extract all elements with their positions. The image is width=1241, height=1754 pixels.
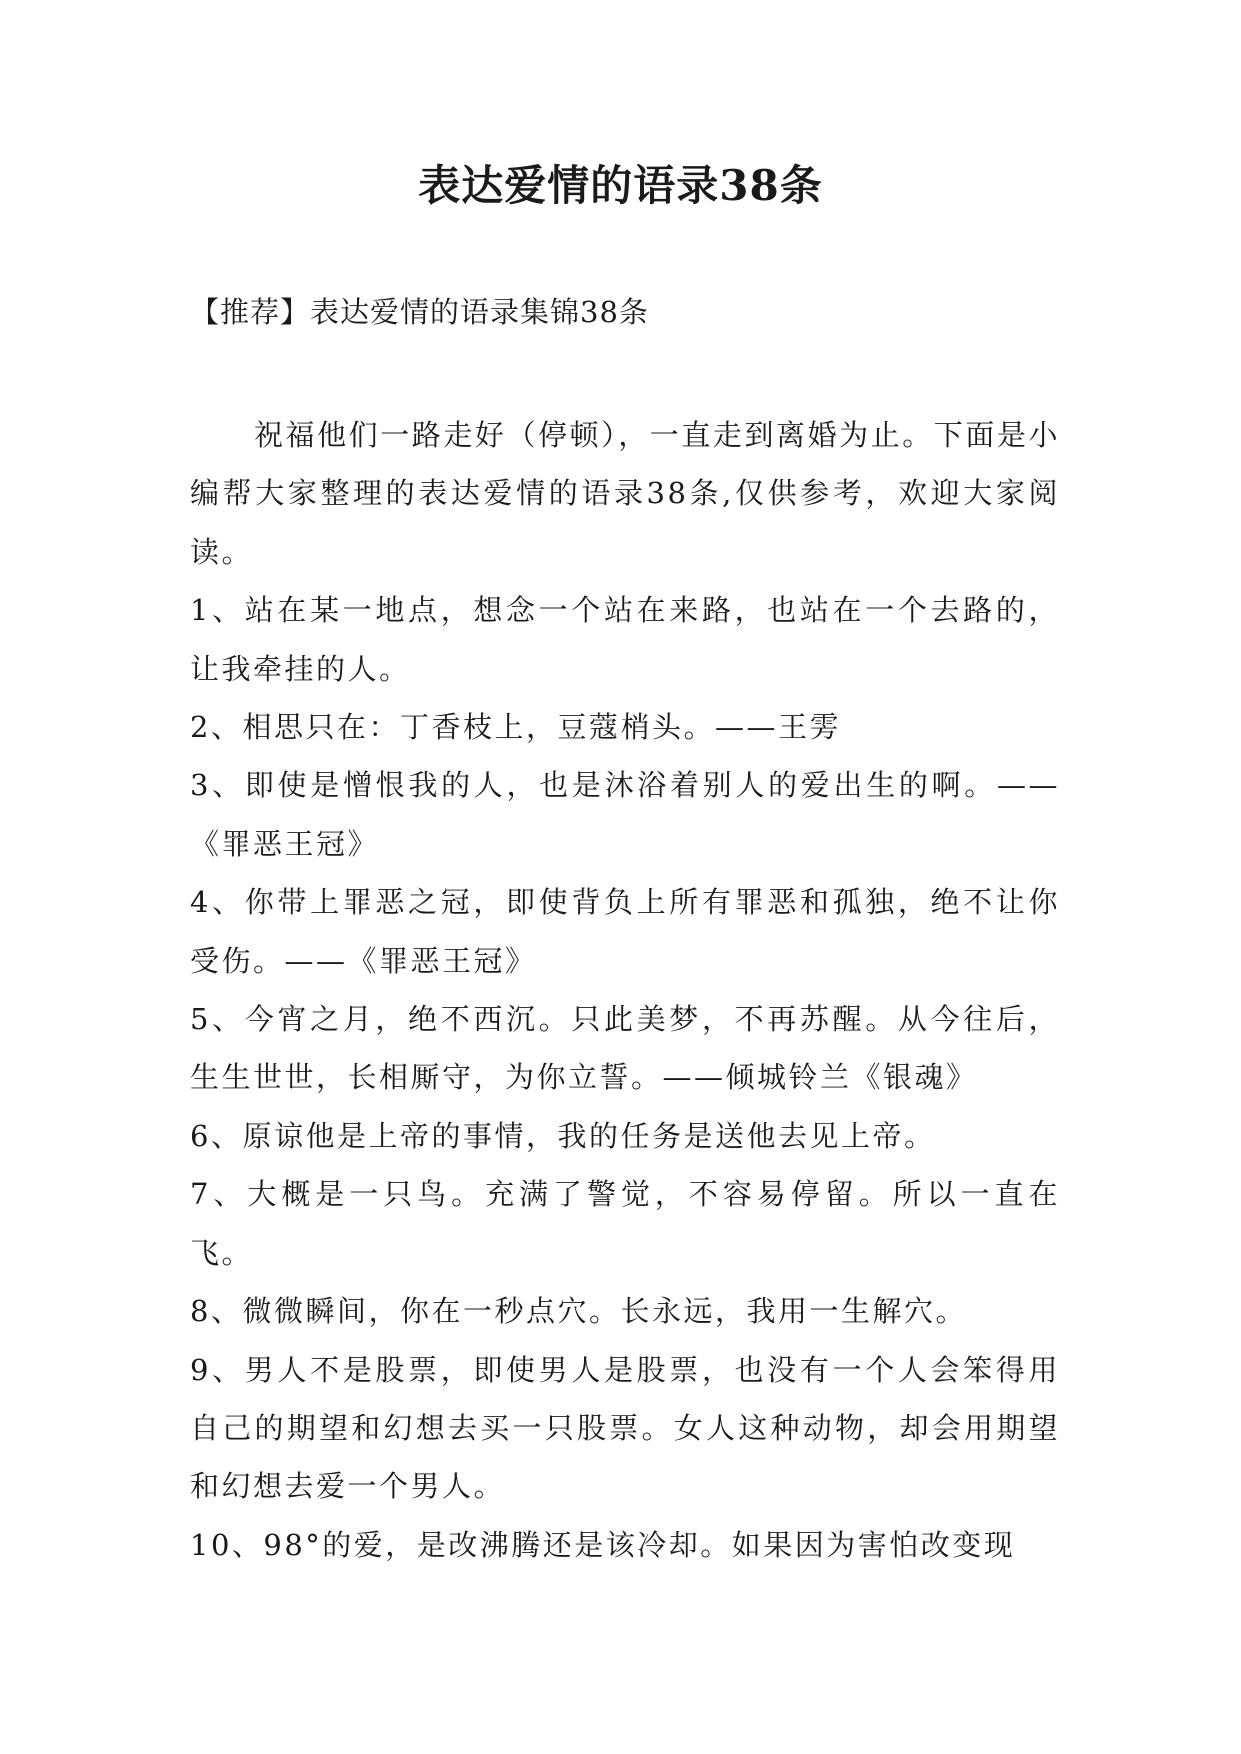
- quote-item: 2、相思只在：丁香枝上，豆蔻梢头。——王雱: [190, 710, 841, 745]
- quote-item: 8、微微瞬间，你在一秒点穴。长永远，我用一生解穴。: [190, 1294, 967, 1329]
- quote-item: 3、即使是憎恨我的人，也是沐浴着别人的爱出生的啊。——《罪恶王冠》: [190, 768, 1060, 861]
- document-body: [190, 406, 1060, 1574]
- intro-paragraph: 祝福他们一路走好（停顿），一直走到离婚为止。下面是小编帮大家整理的表达爱情的语录38条,仅供参考，欢迎大家阅读。: [190, 418, 1060, 569]
- document-title: 表达爱情的语录38条: [418, 161, 823, 210]
- quote-item: 1、站在某一地点，想念一个站在来路，也站在一个去路的，让我牵挂的人。: [190, 593, 1060, 686]
- quote-item: 9、男人不是股票，即使男人是股票，也没有一个人会笨得用自己的期望和幻想去买一只股票。女人这种动物，却会用期望和幻想去爱一个男人。: [190, 1352, 1060, 1504]
- quote-item: 6、原谅他是上帝的事情，我的任务是送他去见上帝。: [190, 1118, 936, 1153]
- quote-item: 4、你带上罪恶之冠，即使背负上所有罪恶和孤独，绝不让你受伤。——《罪恶王冠》: [190, 885, 1060, 978]
- quote-item: 10、98°的爱，是改沸腾还是该冷却。如果因为害怕改变现: [190, 1527, 1016, 1562]
- quote-item: 7、大概是一只鸟。充满了警觉，不容易停留。所以一直在飞。: [190, 1177, 1060, 1270]
- document-subtitle: 【推荐】表达爱情的语录集锦38条: [190, 295, 649, 329]
- quote-item: 5、今宵之月，绝不西沉。只此美梦，不再苏醒。从今往后，生生世世，长相厮守，为你立誓。——倾城铃兰《银魂》: [190, 1002, 1060, 1095]
